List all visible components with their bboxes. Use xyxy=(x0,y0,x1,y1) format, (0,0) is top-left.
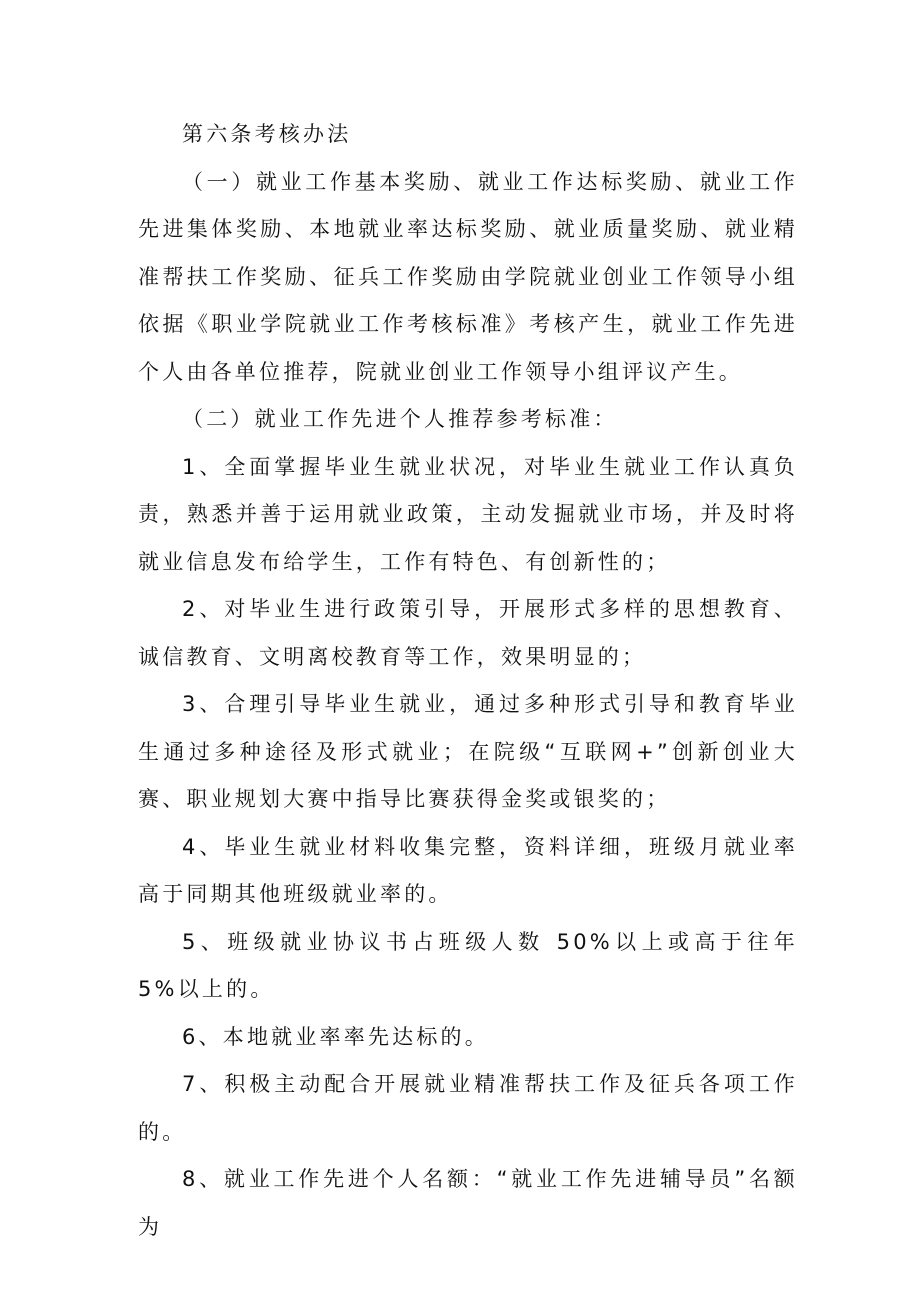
paragraph-criteria-intro: （二）就业工作先进个人推荐参考标准： xyxy=(182,407,618,431)
criteria-item-4: 4、毕业生就业材料收集完整，资料详细，班级月就业率高于同期其他班级就业率的。 xyxy=(138,834,798,906)
criteria-item-2: 2、对毕业生进行政策引导，开展形式多样的思想教育、诚信教育、文明离校教育等工作，效果明显的； xyxy=(138,597,798,669)
article-heading: 第六条考核办法 xyxy=(182,122,352,146)
criteria-item-8: 8、就业工作先进个人名额：“就业工作先进辅导员”名额为 xyxy=(138,1167,798,1239)
criteria-item-7: 7、积极主动配合开展就业精准帮扶工作及征兵各项工作的。 xyxy=(138,1072,798,1144)
criteria-item-1: 1、全面掌握毕业生就业状况，对毕业生就业工作认真负责，熟悉并善于运用就业政策，主动发掘就业市场，并及时将就业信息发布给学生，工作有特色、有创新性的； xyxy=(138,454,798,574)
criteria-item-5: 5、班级就业协议书占班级人数 50%以上或高于往年 5%以上的。 xyxy=(138,929,798,1001)
paragraph-assessment-method: （一）就业工作基本奖励、就业工作达标奖励、就业工作先进集体奖励、本地就业率达标奖励、就业质量奖励、就业精准帮扶工作奖励、征兵工作奖励由学院就业创业工作领导小组依据《职业学院就业工作考核标准》考核产生，就业工作先进个人由各单位推荐，院就业创业工作领导小组评议产生。 xyxy=(138,169,798,384)
document-body xyxy=(138,111,798,1251)
criteria-item-3: 3、合理引导毕业生就业，通过多种形式引导和教育毕业生通过多种途径及形式就业；在院级“互联网+”创新创业大赛、职业规划大赛中指导比赛获得金奖或银奖的； xyxy=(138,692,798,811)
criteria-item-6: 6、本地就业率率先达标的。 xyxy=(182,1024,489,1049)
